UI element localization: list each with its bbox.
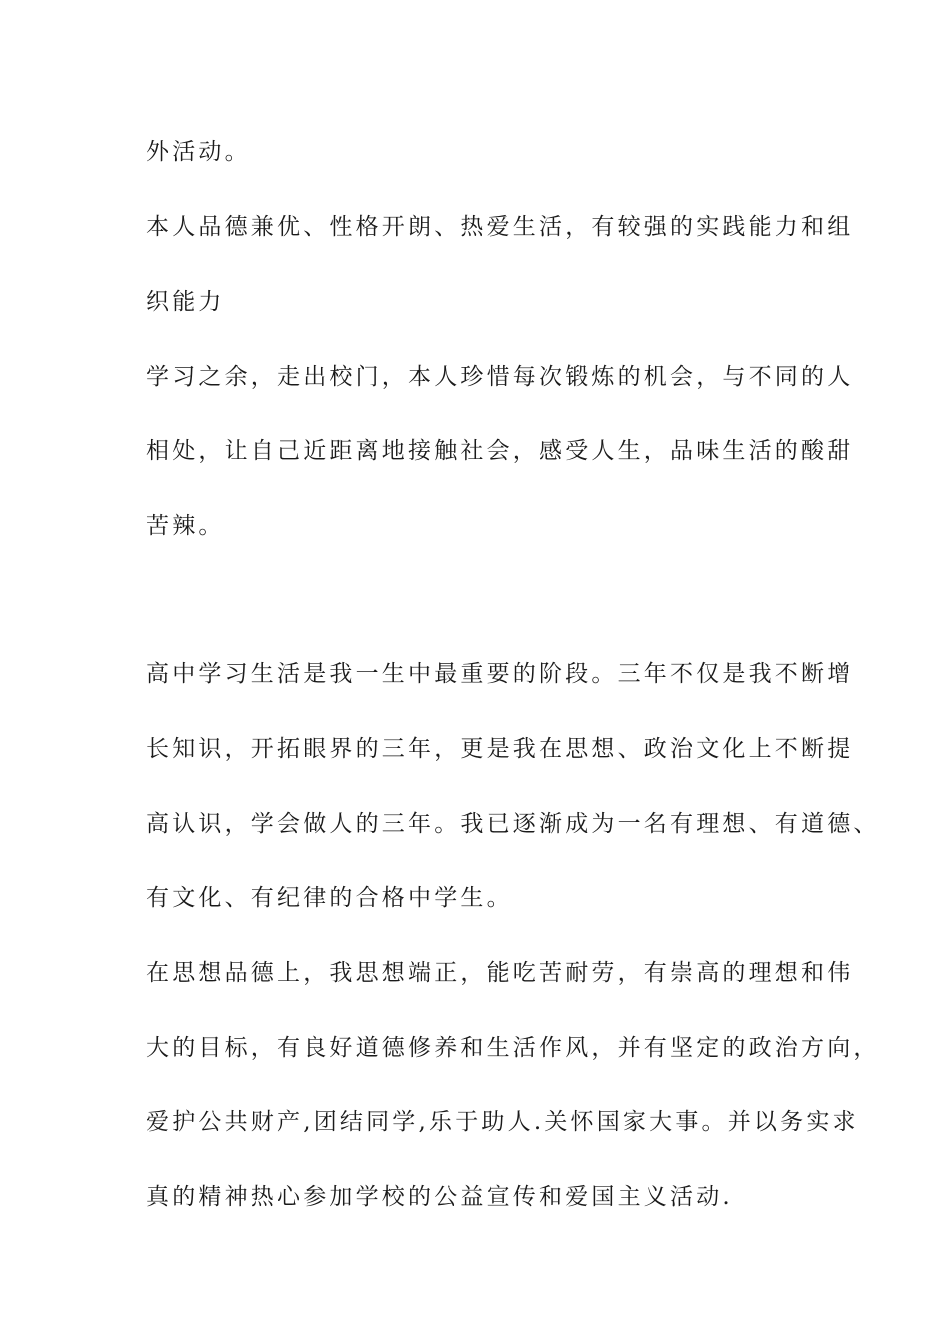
text-line: 高认识，学会做人的三年。我已逐渐成为一名有理想、有道德、	[146, 811, 880, 837]
text-line: 真的精神热心参加学校的公益宣传和爱国主义活动.	[146, 1184, 733, 1210]
text-line: 织能力	[146, 289, 225, 315]
text-line: 外活动。	[146, 139, 251, 165]
text-line: 长知识，开拓眼界的三年，更是我在思想、政治文化上不断提	[146, 736, 854, 762]
text-line: 苦辣。	[146, 513, 225, 539]
text-line: 在思想品德上，我思想端正，能吃苦耐劳，有崇高的理想和伟	[146, 960, 854, 986]
text-line: 爱护公共财产,团结同学,乐于助人.关怀国家大事。并以务实求	[146, 1109, 859, 1135]
text-line: 相处，让自己近距离地接触社会，感受人生，品味生活的酸甜	[146, 438, 854, 464]
text-line: 学习之余，走出校门，本人珍惜每次锻炼的机会，与不同的人	[146, 364, 854, 390]
text-line: 有文化、有纪律的合格中学生。	[146, 885, 513, 911]
text-line: 大的目标，有良好道德修养和生活作风，并有坚定的政治方向，	[146, 1035, 880, 1061]
text-line: 本人品德兼优、性格开朗、热爱生活，有较强的实践能力和组	[146, 214, 854, 240]
text-line: 高中学习生活是我一生中最重要的阶段。三年不仅是我不断增	[146, 661, 854, 687]
